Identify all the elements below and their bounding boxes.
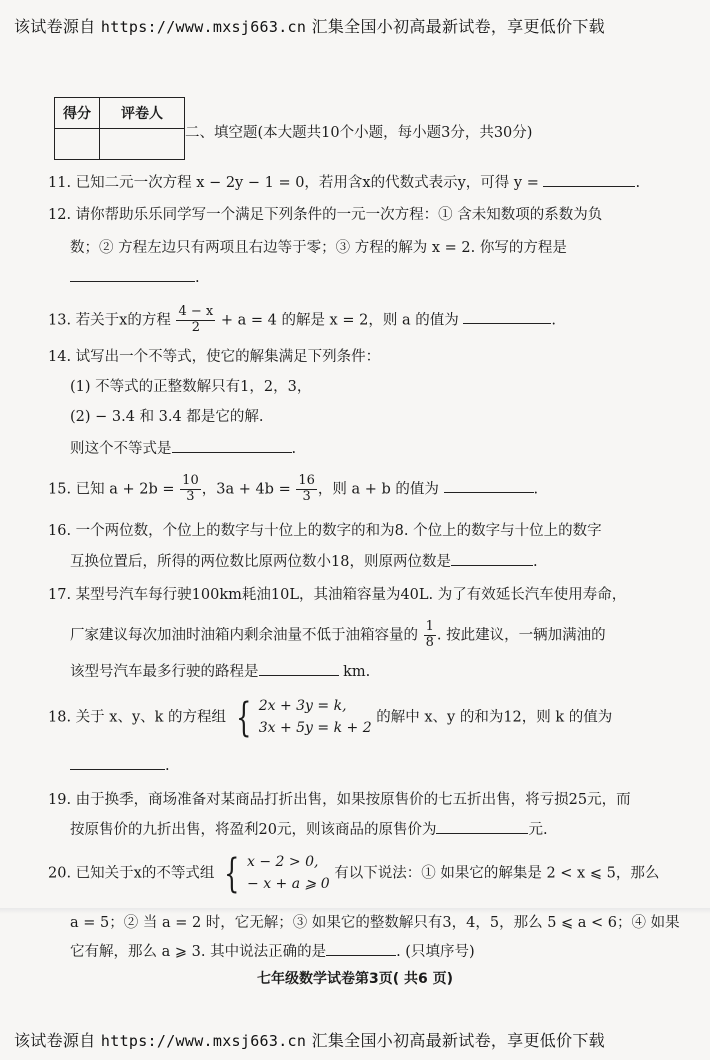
q18-equation-system — [259, 696, 372, 739]
q12-line3 — [70, 270, 200, 287]
banner-suffix: 汇集全国小初高最新试卷，享更低价下载 — [311, 17, 605, 36]
score-table — [54, 97, 185, 160]
q14-line2: (1) 不等式的正整数解只有1，2，3， — [70, 379, 312, 395]
q19-line2 — [70, 822, 548, 839]
q16-answer-blank[interactable] — [451, 564, 533, 566]
q20-inequality-system — [247, 852, 330, 895]
q18-end: . — [165, 758, 170, 774]
q17-line2-pre: 厂家建议每次加油时油箱内剩余油量不低于油箱容量的 — [70, 627, 418, 644]
q20-inequality-1: x − 2 > 0, — [247, 854, 319, 870]
grader-cell[interactable] — [100, 129, 185, 160]
q13-pre: 13. 若关于x的方程 — [48, 312, 171, 329]
q19-prompt: 按原售价的九折出售，将盈利20元，则该商品的原售价为 — [70, 822, 437, 838]
q17-unit: km. — [343, 664, 371, 680]
q15-fraction-2 — [296, 474, 317, 505]
q20-answer-blank[interactable] — [326, 954, 396, 956]
q15-fraction-1 — [180, 474, 201, 505]
q20-inequality-2: − x + a ⩾ 0 — [247, 875, 330, 892]
q17-numerator: 1 — [425, 619, 434, 634]
banner-suffix: 汇集全国小初高最新试卷，享更低价下载 — [311, 1031, 605, 1050]
q17-line2-post: . 按此建议，一辆加满油的 — [436, 627, 606, 644]
left-brace-icon: { — [224, 850, 240, 897]
score-cell[interactable] — [55, 129, 100, 160]
q16-end: . — [532, 554, 538, 570]
q19-end: 元. — [528, 822, 548, 838]
q15-pre: 15. 已知 a + 2b = — [48, 481, 175, 498]
page-fold-shadow — [0, 908, 710, 914]
q16-line2 — [70, 554, 538, 571]
q17-line3 — [70, 664, 370, 681]
q20-post: 有以下说法：① 如果它的解集是 2 < x ⩽ 5，那么 — [334, 865, 660, 882]
q18-equation-1: 2x + 3y = k, — [258, 698, 347, 714]
banner-url-link[interactable]: https://www.mxsj663.cn — [100, 1032, 307, 1050]
question-11 — [48, 175, 640, 192]
source-banner-bottom — [14, 1028, 710, 1051]
left-brace-icon: { — [235, 694, 252, 741]
question-15 — [48, 474, 538, 505]
question-18 — [48, 696, 612, 739]
q18-equation-2: 3x + 5y = k + 2 — [258, 719, 372, 736]
q11-end: . — [635, 175, 641, 191]
q12-end: . — [195, 270, 200, 286]
q12-line2: 数；② 方程左边只有两项且右边等于零；③ 方程的解为 x = 2. 你写的方程是 — [70, 240, 567, 256]
page-footer: 七年级数学试卷第3页( 共6 页) — [256, 971, 454, 987]
score-header: 得分 — [55, 98, 100, 129]
q18-post: 的解中 x、y 的和为12，则 k 的值为 — [376, 709, 613, 726]
q15-end: . — [533, 481, 539, 498]
q15-answer-blank[interactable] — [444, 491, 534, 493]
q15-mid: ，3a + 4b = — [201, 481, 291, 498]
q14-prompt: 则这个不等式是 — [70, 441, 172, 457]
q19-answer-blank[interactable] — [436, 832, 528, 834]
banner-prefix: 该试卷源自 — [14, 1031, 96, 1050]
banner-prefix: 该试卷源自 — [14, 17, 96, 36]
q15-denominator-2: 3 — [302, 488, 311, 504]
q17-fraction — [424, 620, 436, 651]
q20-end: . (只填序号) — [396, 944, 475, 960]
q13-answer-blank[interactable] — [463, 322, 551, 324]
q13-fraction — [176, 305, 215, 336]
q15-post: ，则 a + b 的值为 — [317, 481, 439, 498]
q15-denominator-1: 3 — [186, 488, 195, 504]
q14-answer-blank[interactable] — [172, 451, 292, 453]
q12-line1: 12. 请你帮助乐乐同学写一个满足下列条件的一元一次方程：① 含未知数项的系数为负 — [48, 207, 603, 223]
q14-line3: (2) − 3.4 和 3.4 都是它的解. — [70, 409, 264, 425]
q18-line2 — [70, 758, 170, 775]
q13-denominator: 2 — [191, 319, 200, 335]
q11-text: 11. 已知二元一次方程 x − 2y − 1 = 0，若用含x的代数式表示y，可得 y = — [48, 175, 539, 191]
q20-pre: 20. 已知关于x的不等式组 — [48, 865, 215, 882]
q12-answer-blank[interactable] — [70, 280, 195, 282]
q20-line2: a = 5；② 当 a = 2 时，它无解；③ 如果它的整数解只有3，4，5，那么 5 ⩽ a < 6；④ 如果 — [70, 915, 680, 931]
section-title: 二、填空题(本大题共10个小题，每小题3分，共30分) — [185, 125, 533, 141]
q17-line1: 17. 某型号汽车每行驶100km耗油10L，其油箱容量为40L. 为了有效延长汽车使用寿命， — [48, 587, 627, 603]
q15-numerator-1: 10 — [182, 473, 199, 488]
q17-answer-blank[interactable] — [259, 674, 339, 676]
question-13 — [48, 305, 556, 336]
q19-line1: 19. 由于换季，商场准备对某商品打折出售，如果按原售价的七五折出售，将亏损25元，而 — [48, 792, 631, 808]
q16-prompt: 互换位置后，所得的两位数比原两位数小18，则原两位数是 — [70, 554, 451, 570]
q16-line1: 16. 一个两位数，个位上的数字与十位上的数字的和为8. 个位上的数字与十位上的数字 — [48, 523, 602, 539]
q18-answer-blank[interactable] — [70, 768, 165, 770]
q14-line4 — [70, 441, 296, 458]
q13-numerator: 4 − x — [178, 304, 214, 319]
q17-prompt: 该型号汽车最多行驶的路程是 — [70, 664, 259, 680]
q13-post: + a = 4 的解是 x = 2，则 a 的值为 — [220, 312, 459, 329]
source-banner-top — [14, 14, 710, 37]
q20-line3 — [70, 944, 475, 961]
q11-answer-blank[interactable] — [543, 185, 635, 187]
grader-header: 评卷人 — [100, 98, 185, 129]
q20-prompt: 它有解，那么 a ⩾ 3. 其中说法正确的是 — [70, 944, 327, 960]
q17-denominator: 8 — [425, 634, 434, 650]
banner-url-link[interactable]: https://www.mxsj663.cn — [100, 18, 307, 36]
q13-end: . — [551, 312, 556, 329]
q15-numerator-2: 16 — [298, 473, 315, 488]
q14-line1: 14. 试写出一个不等式，使它的解集满足下列条件： — [48, 349, 381, 365]
q18-pre: 18. 关于 x、y、k 的方程组 — [48, 709, 227, 726]
question-20 — [48, 852, 659, 895]
q17-line2 — [70, 620, 606, 651]
q14-end: . — [291, 441, 297, 457]
